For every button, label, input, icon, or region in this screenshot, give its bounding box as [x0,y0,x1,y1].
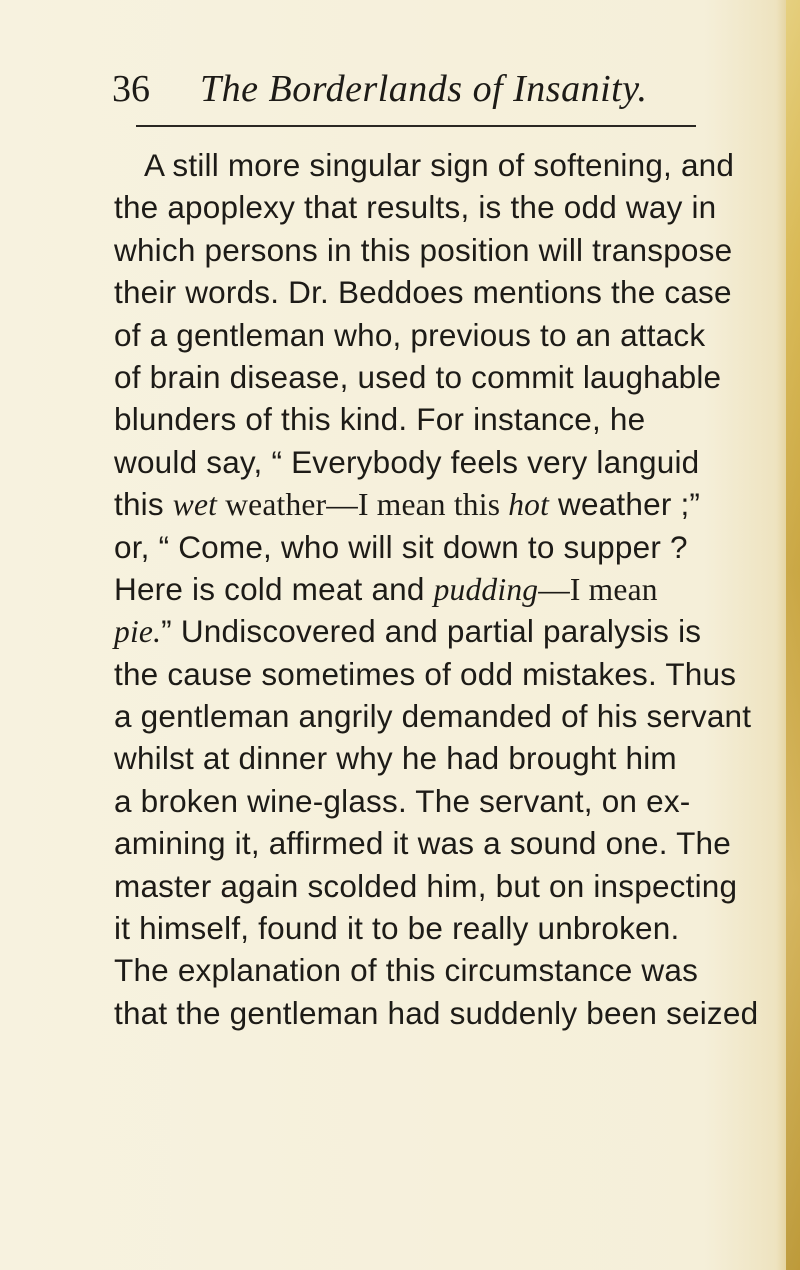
text-run: —I mean [538,571,658,607]
text-line: a broken wine-glass. The servant, on ex- [114,782,691,819]
text-line: which persons in this position will transpose [114,231,733,268]
text-line: or, “ Come, who will sit down to supper ? [114,528,688,565]
italic-word: pie. [114,614,162,650]
text-line: would say, “ Everybody feels very languid [114,443,700,480]
text-line: blunders of this kind. For instance, he [114,401,646,438]
page-number: 36 [112,68,150,110]
italic-word: hot [508,487,550,523]
text-run: weather—I mean this [217,487,509,523]
text-run: Here is cold meat and [114,570,434,607]
text-line: master again scolded him, but on inspecting [114,867,738,904]
text-line [114,568,744,610]
text-line: that the gentleman had suddenly been seized [114,994,759,1031]
text-line: whilst at dinner why he had brought him [114,740,677,777]
text-line: of a gentleman who, previous to an attack [114,316,706,353]
page-header [112,66,672,116]
text-run: this [114,486,173,523]
text-line: the apoplexy that results, is the odd way in [114,189,717,226]
text-line: a gentleman angrily demanded of his servant [114,698,752,735]
page-edge [786,0,800,1270]
text-line: of brain disease, used to commit laughable [114,358,722,395]
text-line: amining it, affirmed it was a sound one. The [114,825,731,862]
text-run: weather ;” [549,486,701,523]
text-run: ” Undiscovered and partial paralysis is [161,613,702,650]
text-line [114,483,744,525]
text-line: A still more singular sign of softening, and [144,147,735,183]
text-line [114,610,744,652]
header-rule [136,125,696,127]
italic-word: pudding [433,571,539,607]
text-line: it himself, found it to be really unbroken. [114,910,680,947]
running-title: The Borderlands of Insanity. [200,68,648,110]
body-text [114,144,759,1034]
text-line: The explanation of this circumstance was [114,952,699,989]
text-line: the cause sometimes of odd mistakes. Thus [114,655,737,692]
italic-word: wet [172,487,218,523]
text-line: their words. Dr. Beddoes mentions the case [114,274,732,311]
